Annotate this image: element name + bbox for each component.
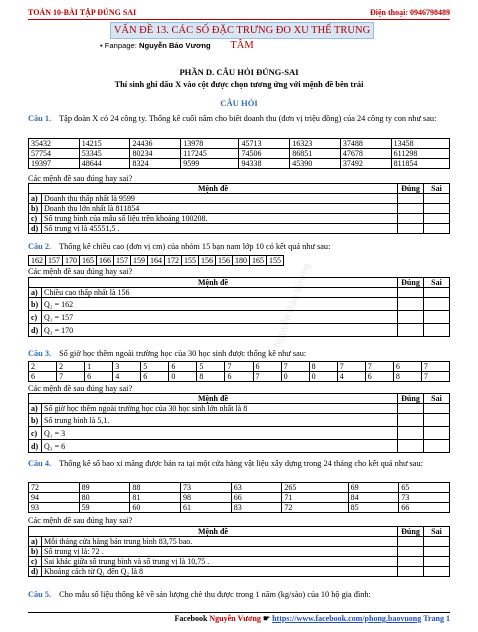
data-cell: 94	[29, 493, 80, 503]
data-cell: 156	[199, 256, 216, 266]
data-cell: 164	[148, 256, 165, 266]
true-answer-cell[interactable]	[398, 440, 424, 453]
statement-row	[29, 537, 450, 547]
false-column-header: Sai	[424, 184, 450, 194]
data-cell: 72	[282, 503, 348, 513]
true-answer-cell[interactable]	[398, 404, 424, 414]
question-3	[28, 348, 450, 359]
true-answer-cell[interactable]	[398, 214, 424, 224]
instruction: Thí sinh ghi dấu X vào cột được chọn tương ứng với mệnh đề bên trái	[114, 80, 364, 89]
false-column-header: Sai	[424, 278, 450, 288]
statement-key: a)	[29, 404, 42, 414]
question-1	[28, 113, 450, 124]
statement-row	[29, 224, 450, 234]
data-cell: 2	[29, 362, 57, 372]
statement-text: Số trung vị là: 72 .	[42, 547, 398, 557]
data-row	[29, 483, 450, 493]
data-cell: 7	[421, 372, 449, 382]
statement-header-row	[29, 278, 450, 288]
data-cell: 6	[85, 372, 113, 382]
data-row	[29, 149, 450, 159]
false-answer-cell[interactable]	[424, 288, 450, 298]
question-4-data-table	[28, 482, 450, 513]
false-answer-cell[interactable]	[424, 427, 450, 440]
question-2-label: Câu 2.	[28, 242, 52, 251]
false-answer-cell[interactable]	[424, 214, 450, 224]
data-cell: 4	[337, 372, 365, 382]
statement-column-header: Mệnh đề	[29, 394, 398, 404]
footer-name: Nguyễn Vương	[209, 614, 261, 623]
false-answer-cell[interactable]	[424, 557, 450, 567]
question-1-label: Câu 1.	[28, 114, 52, 123]
statement-key: c)	[29, 214, 42, 224]
data-cell: 4	[113, 372, 141, 382]
statement-row	[29, 194, 450, 204]
data-cell: 6	[253, 362, 281, 372]
data-cell: 61	[181, 503, 232, 513]
data-cell: 5	[197, 362, 225, 372]
data-cell: 73	[399, 493, 450, 503]
statement-key: d)	[29, 567, 42, 577]
question-3-data-table	[28, 361, 450, 382]
data-cell: 811854	[391, 159, 449, 169]
true-answer-cell[interactable]	[398, 414, 424, 427]
statement-row	[29, 298, 450, 311]
data-cell: 6	[393, 362, 421, 372]
data-cell: 81	[130, 493, 181, 503]
statement-row	[29, 324, 450, 337]
data-cell: 7	[365, 362, 393, 372]
question-1-statement-table	[28, 183, 450, 234]
false-answer-cell[interactable]	[424, 224, 450, 234]
statement-row	[29, 567, 450, 577]
statement-header-row	[29, 527, 450, 537]
true-answer-cell[interactable]	[398, 204, 424, 214]
data-cell: 37488	[340, 139, 391, 149]
data-cell: 159	[131, 256, 148, 266]
data-cell: 57754	[29, 149, 80, 159]
header-left: TOÁN 10-BÀI TẬP ĐÚNG SAI	[28, 8, 137, 17]
data-cell: 6	[141, 372, 169, 382]
data-row	[29, 159, 450, 169]
statement-column-header: Mệnh đề	[29, 278, 398, 288]
question-2-text: Thống kê chiều cao (đơn vị cm) của nhóm 15 bạn nam lớp 10 có kết quả như sau:	[59, 242, 331, 251]
data-row	[29, 362, 450, 372]
data-cell: 117245	[181, 149, 239, 159]
footer-page: Trang 1	[423, 614, 450, 623]
fanpage-label: Fanpage:	[104, 41, 139, 50]
data-cell: 60	[130, 503, 181, 513]
question-4-text: Thống kê số bao xi măng được bán ra tại một cửa hàng vật liệu xây dựng trong 24 tháng cho kết quả như sau:	[59, 459, 423, 468]
data-cell: 6	[169, 362, 197, 372]
data-cell: 13458	[391, 139, 449, 149]
data-cell: 611298	[391, 149, 449, 159]
statement-text: Chiều cao thấp nhất là 156	[42, 288, 398, 298]
footer-link[interactable]: https://www.facebook.com/phong.baovuong	[272, 614, 422, 623]
data-cell: 5	[141, 362, 169, 372]
question-3-label: Câu 3.	[28, 349, 52, 358]
fanpage-line: • Fanpage: Nguyễn Bảo Vương	[100, 41, 211, 50]
data-cell: 65	[399, 483, 450, 493]
data-cell: 180	[233, 256, 250, 266]
statement-key: b)	[29, 298, 42, 311]
data-cell: 94338	[239, 159, 290, 169]
statement-row	[29, 427, 450, 440]
data-cell: 85	[348, 503, 399, 513]
part-title: PHẦN D. CÂU HỎI ĐÚNG-SAI	[179, 67, 299, 77]
question-2-data-table	[28, 255, 284, 266]
data-cell: 156	[216, 256, 233, 266]
statement-key: a)	[29, 537, 42, 547]
data-cell: 88	[130, 483, 181, 493]
data-cell: 162	[29, 256, 46, 266]
statement-text: Số trung bình của mẫu số liệu trên khoảng 100208.	[42, 214, 398, 224]
question-5-label: Câu 5.	[28, 590, 52, 599]
statement-row	[29, 204, 450, 214]
data-cell: 74506	[239, 149, 290, 159]
statement-row	[29, 557, 450, 567]
data-cell: 7	[337, 362, 365, 372]
true-column-header: Đúng	[398, 278, 424, 288]
false-answer-cell[interactable]	[424, 440, 450, 453]
false-answer-cell[interactable]	[424, 298, 450, 311]
false-column-header: Sai	[424, 527, 450, 537]
statement-row	[29, 547, 450, 557]
statement-text: Q₃ = 170	[42, 324, 398, 337]
statement-key: c)	[29, 427, 42, 440]
question-5	[28, 589, 450, 600]
question-2-statement-table	[28, 277, 450, 337]
question-2	[28, 241, 450, 252]
false-answer-cell[interactable]	[424, 537, 450, 547]
header-right: Điện thoại: 0946798489	[370, 8, 450, 17]
page-footer	[175, 614, 451, 623]
data-cell: 166	[97, 256, 114, 266]
statement-key: a)	[29, 288, 42, 298]
statement-key: b)	[29, 204, 42, 214]
data-cell: 8	[197, 372, 225, 382]
statement-key: c)	[29, 557, 42, 567]
statement-text: Doanh thu lớn nhất là 811854	[42, 204, 398, 214]
true-answer-cell[interactable]	[398, 567, 424, 577]
data-cell: 45713	[239, 139, 290, 149]
true-column-header: Đúng	[398, 184, 424, 194]
statement-text: Khoảng cách từ Q₁ đến Q₂ là 8	[42, 567, 398, 577]
data-cell: 72	[29, 483, 80, 493]
question-1-text: Tập đoàn X có 24 công ty. Thống kê cuối năm cho biết doanh thu (đơn vị triệu đồng) của 24 công ty con như sau:	[59, 114, 437, 123]
data-cell: 35432	[29, 139, 80, 149]
data-cell: 8	[309, 362, 337, 372]
data-cell: 73	[181, 483, 232, 493]
data-cell: 71	[282, 493, 348, 503]
statement-key: b)	[29, 547, 42, 557]
question-1-ask: Các mệnh đề sau đúng hay sai?	[28, 174, 133, 183]
false-answer-cell[interactable]	[424, 414, 450, 427]
statement-row	[29, 311, 450, 324]
data-cell: 0	[309, 372, 337, 382]
true-answer-cell[interactable]	[398, 427, 424, 440]
question-3-text: Số giờ học thêm ngoài trường học của 30 học sinh được thống kê như sau:	[59, 349, 307, 358]
fanpage-name: Nguyễn Bảo Vương	[138, 41, 211, 50]
statement-text: Sai khác giữa số trung bình và số trung vị là 10,75 .	[42, 557, 398, 567]
false-answer-cell[interactable]	[424, 547, 450, 557]
watermark: Nguyễn Bảo Vương	[272, 261, 313, 350]
true-answer-cell[interactable]	[398, 288, 424, 298]
statement-text: Số trung bình là 5,1.	[42, 414, 398, 427]
header-divider	[28, 19, 450, 20]
data-cell: 0	[169, 372, 197, 382]
true-answer-cell[interactable]	[398, 537, 424, 547]
question-3-ask: Các mệnh đề sau đúng hay sai?	[28, 384, 133, 393]
question-4	[28, 458, 450, 469]
true-answer-cell[interactable]	[398, 194, 424, 204]
data-cell: 2	[57, 362, 85, 372]
data-cell: 83	[231, 503, 282, 513]
section-title: CÂU HỎI	[220, 98, 258, 108]
data-cell: 66	[399, 503, 450, 513]
statement-key: a)	[29, 194, 42, 204]
data-cell: 6	[365, 372, 393, 382]
data-cell: 8	[393, 372, 421, 382]
statement-text: Số trung vị là 45551,5 .	[42, 224, 398, 234]
data-row	[29, 372, 450, 382]
statement-key: c)	[29, 311, 42, 324]
true-column-header: Đúng	[398, 394, 424, 404]
statement-key: d)	[29, 440, 42, 453]
data-cell: 7	[253, 372, 281, 382]
footer-prefix: Facebook	[174, 614, 208, 623]
data-cell: 48644	[79, 159, 130, 169]
data-cell: 80	[79, 493, 130, 503]
data-cell: 0	[281, 372, 309, 382]
true-answer-cell[interactable]	[398, 324, 424, 337]
hand-pointer-icon: ☛	[262, 614, 271, 623]
data-cell: 7	[281, 362, 309, 372]
data-row	[29, 256, 284, 266]
data-cell: 37492	[340, 159, 391, 169]
false-answer-cell[interactable]	[424, 324, 450, 337]
data-cell: 155	[182, 256, 199, 266]
statement-text: Mỗi tháng cửa hàng bán trung bình 83,75 bao.	[42, 537, 398, 547]
data-cell: 7	[57, 372, 85, 382]
data-cell: 7	[421, 362, 449, 372]
false-answer-cell[interactable]	[424, 567, 450, 577]
data-cell: 89	[79, 483, 130, 493]
data-cell: 172	[165, 256, 182, 266]
statement-column-header: Mệnh đề	[29, 184, 398, 194]
statement-column-header: Mệnh đề	[29, 527, 398, 537]
data-cell: 69	[348, 483, 399, 493]
statement-key: d)	[29, 324, 42, 337]
data-cell: 66	[231, 493, 282, 503]
data-cell: 14215	[79, 139, 130, 149]
data-row	[29, 503, 450, 513]
data-cell: 13978	[181, 139, 239, 149]
chapter-title: VẤN ĐỀ 13. CÁC SỐ ĐẶC TRƯNG ĐO XU THẾ TRUNG TÂM	[110, 22, 374, 39]
statement-row	[29, 414, 450, 427]
data-cell: 86851	[290, 149, 341, 159]
data-cell: 45390	[290, 159, 341, 169]
data-cell: 265	[282, 483, 348, 493]
statement-text: Q₁ = 3	[42, 427, 398, 440]
statement-header-row	[29, 184, 450, 194]
data-cell: 59	[79, 503, 130, 513]
data-cell: 6	[225, 372, 253, 382]
statement-key: b)	[29, 414, 42, 427]
false-answer-cell[interactable]	[424, 404, 450, 414]
statement-text: Q₃ = 6	[42, 440, 398, 453]
data-cell: 170	[63, 256, 80, 266]
true-answer-cell[interactable]	[398, 224, 424, 234]
data-row	[29, 139, 450, 149]
statement-text: Q₁ = 157	[42, 311, 398, 324]
data-cell: 155	[267, 256, 284, 266]
true-answer-cell[interactable]	[398, 547, 424, 557]
data-cell: 24436	[130, 139, 181, 149]
data-cell: 7	[225, 362, 253, 372]
footer-divider	[28, 612, 450, 613]
statement-row	[29, 404, 450, 414]
question-2-ask: Các mệnh đề sau đúng hay sai?	[28, 267, 133, 276]
data-cell: 157	[114, 256, 131, 266]
data-cell: 47678	[340, 149, 391, 159]
data-cell: 165	[80, 256, 97, 266]
true-answer-cell[interactable]	[398, 557, 424, 567]
data-row	[29, 493, 450, 503]
question-4-label: Câu 4.	[28, 459, 52, 468]
statement-row	[29, 288, 450, 298]
question-4-statement-table	[28, 526, 450, 577]
data-cell: 8324	[130, 159, 181, 169]
statement-row	[29, 214, 450, 224]
data-cell: 93	[29, 503, 80, 513]
false-answer-cell[interactable]	[424, 311, 450, 324]
data-cell: 1	[85, 362, 113, 372]
data-cell: 84	[348, 493, 399, 503]
statement-header-row	[29, 394, 450, 404]
question-4-ask: Các mệnh đề sau đúng hay sai?	[28, 516, 133, 525]
data-cell: 63	[231, 483, 282, 493]
data-cell: 9599	[181, 159, 239, 169]
statement-row	[29, 440, 450, 453]
data-cell: 98	[181, 493, 232, 503]
question-1-data-table	[28, 138, 450, 169]
question-3-statement-table	[28, 393, 450, 453]
data-cell: 16323	[290, 139, 341, 149]
data-cell: 157	[46, 256, 63, 266]
false-answer-cell[interactable]	[424, 194, 450, 204]
data-cell: 80234	[130, 149, 181, 159]
data-cell: 53345	[79, 149, 130, 159]
data-cell: 6	[29, 372, 57, 382]
true-column-header: Đúng	[398, 527, 424, 537]
true-answer-cell[interactable]	[398, 311, 424, 324]
data-cell: 165	[250, 256, 267, 266]
statement-key: d)	[29, 224, 42, 234]
statement-text: Q₂ = 162	[42, 298, 398, 311]
false-column-header: Sai	[424, 394, 450, 404]
question-5-text: Cho mẫu số liệu thống kê về sản lượng chè thu được trong 1 năm (kg/sào) của 10 hộ gia đình:	[59, 590, 371, 599]
statement-text: Số giờ học thêm ngoài trường học của 30 học sinh lớn nhất là 8	[42, 404, 398, 414]
true-answer-cell[interactable]	[398, 298, 424, 311]
false-answer-cell[interactable]	[424, 204, 450, 214]
statement-text: Doanh thu thấp nhất là 9599	[42, 194, 398, 204]
data-cell: 19397	[29, 159, 80, 169]
data-cell: 3	[113, 362, 141, 372]
